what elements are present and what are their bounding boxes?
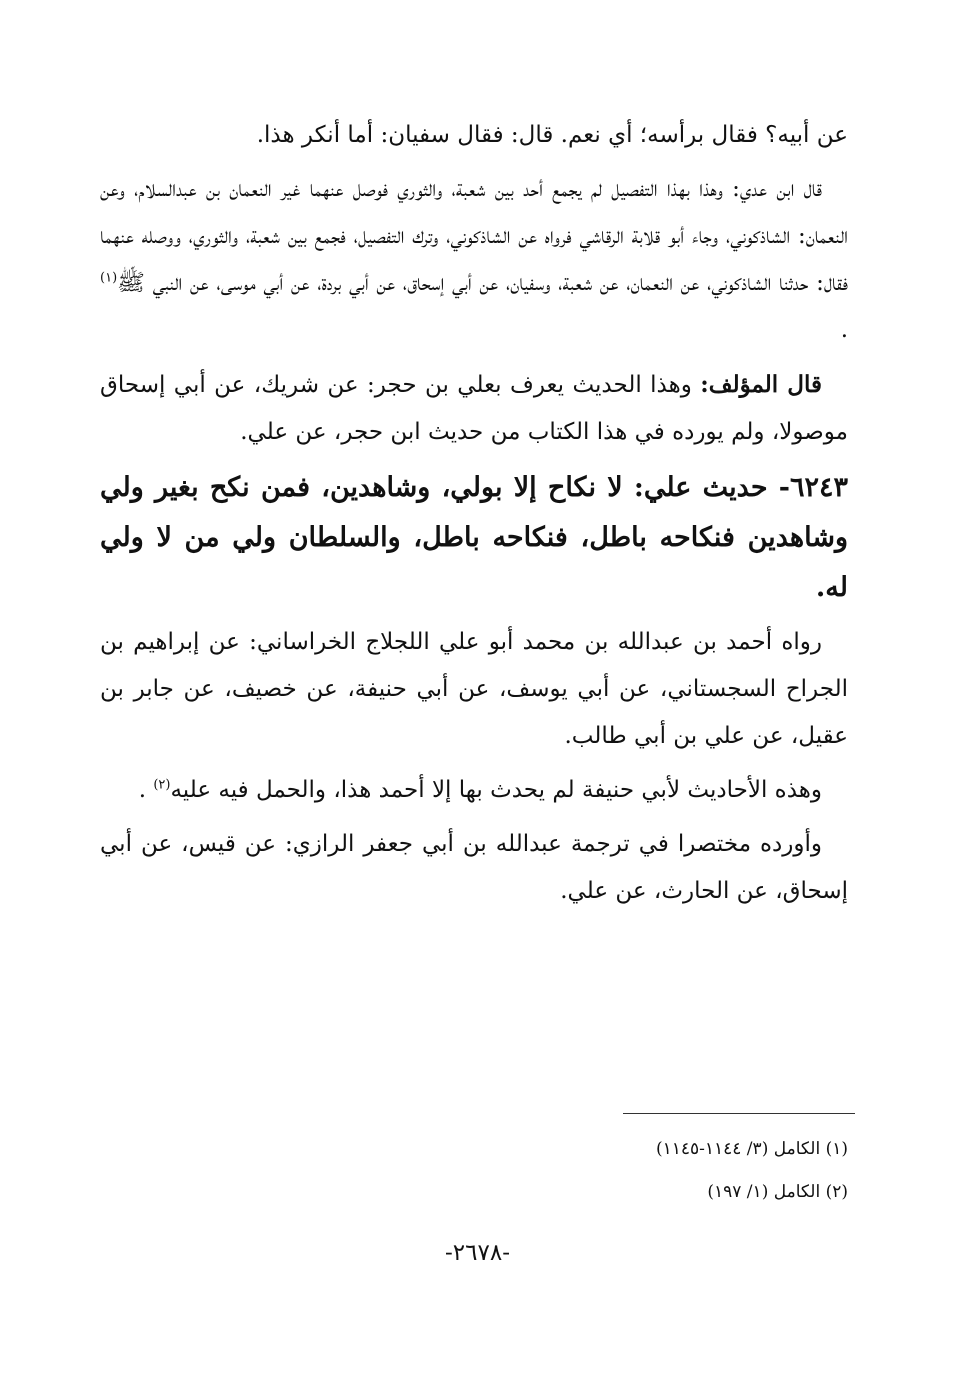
paragraph-muallif xyxy=(100,361,848,456)
footnote-1: (١) الكامل (٣/ ١١٤٤-١١٤٥) xyxy=(655,1139,848,1159)
paragraph-ahadith xyxy=(100,767,848,814)
paragraph-riwayah: رواه أحمد بن عبدالله بن محمد أبو علي اللجلاج الخراساني: عن إبراهيم بن الجراح السجستاني، عن أبي يوسف، عن أبي حنيفة، عن خصيف، عن جابر بن عقيل، عن علي بن أبي طالب. xyxy=(100,629,848,749)
muallif-lead: قال المؤلف: xyxy=(700,371,823,398)
paragraph-ahadith-text: وهذه الأحاديث لأبي حنيفة لم يحدث بها إلا أحمد هذا، والحمل فيه عليه xyxy=(170,777,822,803)
period: . xyxy=(138,777,146,803)
footnote-divider xyxy=(623,1113,855,1114)
footnote-ref-2: (٢) xyxy=(153,777,171,793)
paragraph-ibn-adi-text: قال ابن عدي: وهذا بهذا التفصيل لم يجمع أحد بين شعبة، والثوري فوصل عنهما غير النعمان بن عبدالسلام، وعن النعمان: الشاذكوني، وجاء أبو قلابة الرقاشي فرواه عن الشاذكوني، وترك التفصيل، فجمع بين شعبة، والثوري، ووصله عنهما فقال: حدثنا الشاذكوني، عن النعمان، عن شعبة، وسفيان، عن أبي إسحاق، عن أبي بردة، عن أبي موسى، عن النبي ﷺ xyxy=(100,176,848,296)
paragraph-ibn-adi xyxy=(100,166,848,354)
page-body xyxy=(100,112,848,922)
page-number: -٢٦٧٨- xyxy=(445,1240,510,1266)
paragraph-continuation: عن أبيه؟ فقال برأسه؛ أي نعم. قال: فقال سفيان: أما أنكر هذا. xyxy=(256,122,848,148)
paragraph-awradahu: وأورده مختصرا في ترجمة عبدالله بن أبي جعفر الرازي: عن قيس، عن أبي إسحاق، عن الحارث، عن علي. xyxy=(100,831,848,904)
muallif-text: وهذا الحديث يعرف بعلي بن حجر: عن شريك، عن أبي إسحاق موصولا، ولم يورده في هذا الكتاب من حديث ابن حجر، عن علي. xyxy=(100,372,848,445)
footnote-2: (٢) الكامل (١/ ١٩٧) xyxy=(707,1182,848,1202)
footnotes xyxy=(500,1128,848,1214)
hadith-heading: ٦٢٤٣- حديث علي: لا نكاح إلا بولي، وشاهدين، فمن نكح بغير ولي وشاهدين فنكاحه باطل، فنكاحه باطل، والسلطان ولي من لا ولي له. xyxy=(100,472,848,603)
period: . xyxy=(840,317,848,343)
footnote-ref-1: (١) xyxy=(100,270,118,286)
